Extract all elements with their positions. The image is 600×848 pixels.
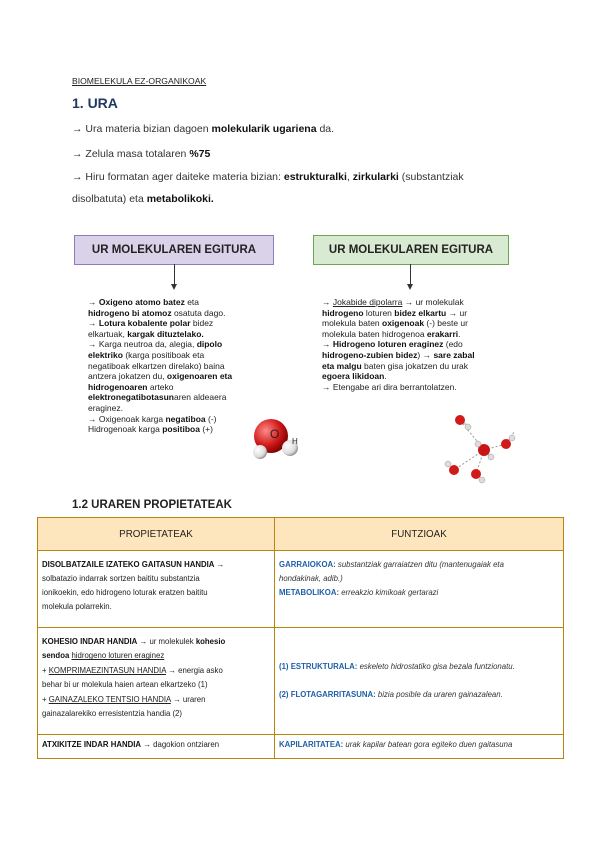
arrow-right <box>410 264 411 286</box>
hydrogen-label: H <box>292 437 298 446</box>
water-molecule-illustration <box>248 412 310 462</box>
table-header-propietateak: PROPIETATEAK <box>38 518 275 551</box>
bullet-3: → Hiru formatan ager daiteke materia bizian: estrukturalki, zirkularki (substantziak <box>72 171 464 183</box>
table-row <box>38 735 564 759</box>
hydrogen-atom-2 <box>253 445 267 459</box>
document-header: BIOMELEKULA EZ-ORGANIKOAK <box>72 76 207 86</box>
table-header-funtzioak: FUNTZIOAK <box>275 518 564 551</box>
network-oxygen-1 <box>455 415 465 425</box>
row3-function: KAPILARITATEA: urak kapilar batean gora egiteko duen gaitasuna <box>275 735 564 759</box>
row3-property: ATXIKITZE INDAR HANDIA → dagokion ontziaren <box>38 735 275 759</box>
row1-function: GARRAIOKOA: substantziak garraiatzen ditu (mantenugaiak eta hondakinak, adib.) METABOLIKOA: erreakzio kimikoak gertarazi <box>275 551 564 628</box>
left-description: → Oxigeno atomo batez eta hidrogeno bi atomoz osatuta dago. → Lotura kobalente polar bidez elkartuak, kargak dituztelako. → Karga neutroa da, alegia, dipolo elektriko (karga positiboak eta negatiboak elkartzen direlako) baina antzera jokatzen du, oxigenoaren eta hidrogenoaren arteko elektronegatibotasunaren aldeaera eraginez. → Oxigenoak karga negatiboa (-) Hidrogenoak karga positiboa (+) <box>88 297 233 435</box>
network-oxygen-4 <box>471 469 481 479</box>
water-network-illustration <box>440 404 522 484</box>
row2-function: (1) ESTRUKTURALA: eskeleto hidrostatiko gisa bezala funtzionatu. (2) FLOTAGARRITASUNA: bizia posible da uraren gainazalean. <box>275 628 564 735</box>
row2-property: KOHESIO INDAR HANDIA → ur molekulek kohesio sendoa hidrogeno loturen eraginez + KOMPRIMAEZINTASUN HANDIA → energia asko behar bi ur molekula haien artean elkartzeko (1) + GAINAZALEKO TENTSIO HANDIA → uraren gainazalarekiko erresistentzia handia (2) <box>38 628 275 735</box>
box-left-title: UR MOLEKULAREN EGITURA <box>74 235 274 265</box>
arrowhead-left <box>171 284 177 290</box>
table-row <box>38 551 564 628</box>
box-right-title: UR MOLEKULAREN EGITURA <box>313 235 509 265</box>
bullet-2: → Zelula masa totalaren %75 <box>72 148 211 160</box>
properties-table <box>37 517 564 759</box>
arrowhead-right <box>407 284 413 290</box>
bullet-1: → Ura materia bizian dagoen molekularik ugariena da. <box>72 123 335 135</box>
row1-property: DISOLBATZAILE IZATEKO GAITASUN HANDIA → solbatazio indarrak sortzen baititu substantzia ionikoekin, edo hidrogeno loturak eratzen baititu molekula polarrekin. <box>38 551 275 628</box>
section-title-ura: 1. URA <box>72 95 118 111</box>
table-row <box>38 628 564 735</box>
oxygen-label: O <box>270 427 280 441</box>
network-oxygen-2 <box>449 465 459 475</box>
network-oxygen-3 <box>501 439 511 449</box>
arrow-left <box>174 264 175 286</box>
section-title-propietateak: 1.2 URAREN PROPIETATEAK <box>72 499 232 511</box>
right-description: → Jokabide dipolarra → ur molekulak hidrogeno loturen bidez elkartu → ur molekula baten oxigenoak (-) beste ur molekula baten hidrogenoa erakarri. → Hidrogeno loturen eraginez (edo hidrogeno-zubien bidez) → sare zabal eta malgu baten gisa jokatzen du urak egoera likidoan. → Etengabe ari dira berrantolatzen. <box>322 297 475 392</box>
bullet-3-cont: disolbatuta) eta metabolikoki. <box>72 193 214 205</box>
